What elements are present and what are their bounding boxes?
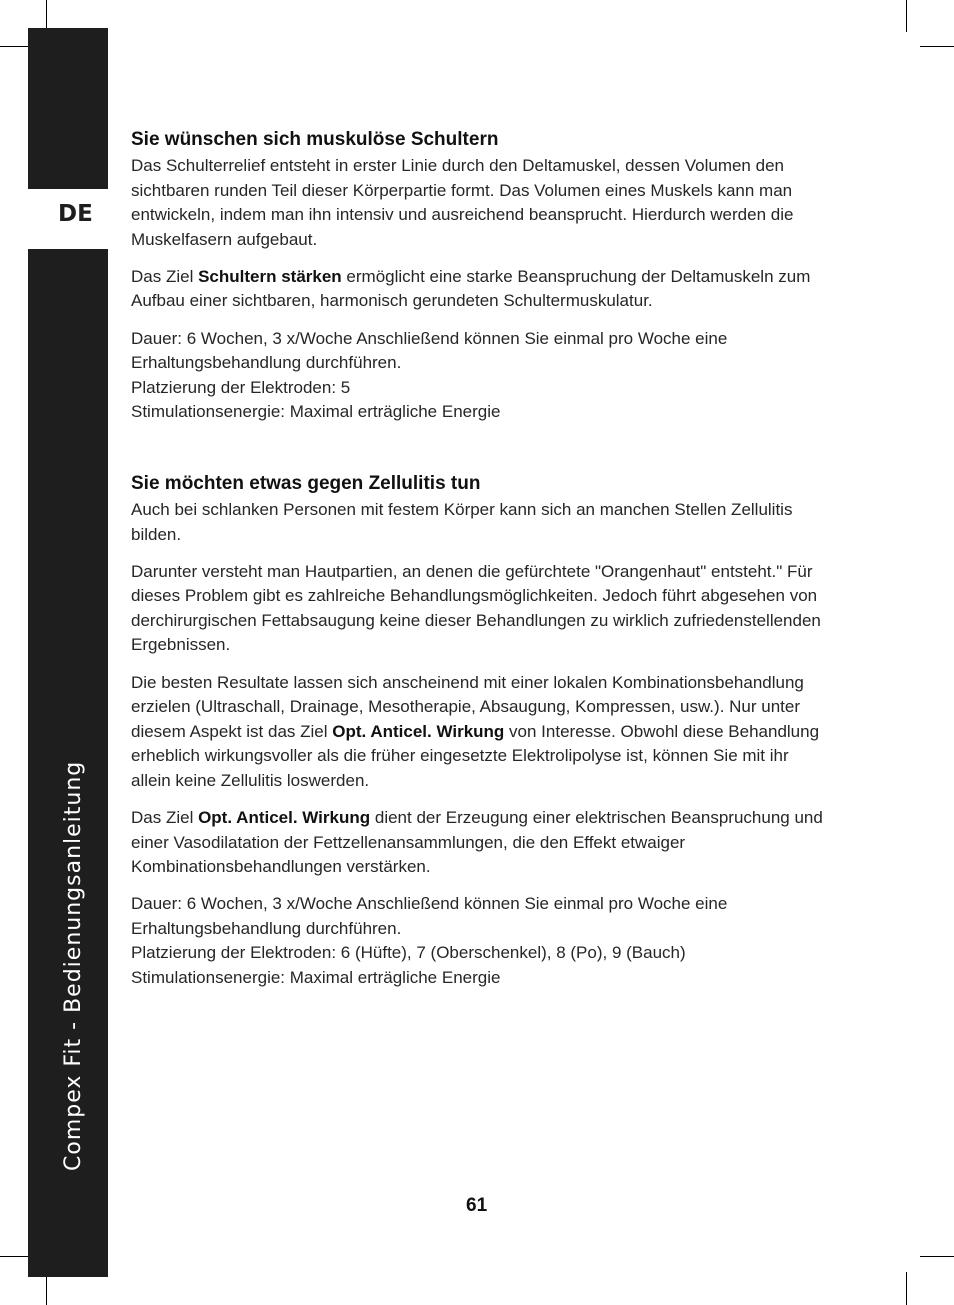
paragraph bbox=[131, 265, 831, 314]
page-number: 61 bbox=[466, 1195, 488, 1216]
program-name: Schultern stärken bbox=[198, 266, 342, 286]
electrodes-line: Platzierung der Elektroden: 6 (Hüfte), 7 (Oberschenkel), 8 (Po), 9 (Bauch) bbox=[131, 943, 686, 963]
paragraph bbox=[131, 671, 831, 794]
duration-line: Dauer: 6 Wochen, 3 x/Woche Anschließend können Sie einmal pro Woche eine Erhaltungsbehandlung durchführen. bbox=[131, 328, 728, 373]
paragraph: Darunter versteht man Hautpartien, an denen die gefürchtete "Orangenhaut" entsteht." Für dieses Problem gibt es zahlreiche Behandlungsmöglichkeiten. Jedoch führt abgesehen von derchirurgischen Fettabsaugung keine dieser Behandlungen zu wirklich zufriedenstellenden Ergebnissen. bbox=[131, 561, 821, 655]
manual-vertical-title: Compex Fit - Bedienungsanleitung bbox=[61, 760, 86, 1171]
section-shoulders bbox=[131, 128, 831, 425]
paragraph: Das Schulterrelief entsteht in erster Linie durch den Deltamuskel, dessen Volumen den sichtbaren runden Teil dieser Körperpartie formt. Das Volumen eines Muskels kann man entwickeln, indem man ihn intensiv und ausreichend beansprucht. Hierdurch werden die Muskelfasern aufgebaut. bbox=[131, 156, 794, 249]
section-heading: Sie wünschen sich muskulöse Schultern bbox=[131, 129, 499, 150]
text: Das Ziel bbox=[131, 266, 199, 286]
crop-mark bbox=[0, 46, 30, 47]
treatment-details bbox=[131, 892, 831, 990]
page-content bbox=[131, 128, 831, 991]
text: dient der Erzeugung einer elektrischen Beanspruchung und einer Vasodilatation der Fettzellenansammlungen, die den Effekt etwaiger Kombinationsbehandlungen verstärken. bbox=[131, 807, 823, 877]
crop-mark bbox=[920, 46, 954, 47]
paragraph bbox=[131, 806, 831, 880]
sidebar-bottom-block bbox=[28, 249, 108, 1277]
energy-line: Stimulationsenergie: Maximal erträgliche Energie bbox=[131, 402, 501, 422]
section-heading: Sie möchten etwas gegen Zellulitis tun bbox=[131, 472, 481, 494]
text: Das Ziel bbox=[131, 807, 199, 827]
section-cellulite bbox=[131, 472, 831, 991]
electrodes-line: Platzierung der Elektroden: 5 bbox=[131, 377, 351, 397]
program-name: Opt. Anticel. Wirkung bbox=[332, 721, 505, 741]
program-name: Opt. Anticel. Wirkung bbox=[198, 807, 371, 827]
crop-mark bbox=[906, 0, 907, 32]
treatment-details bbox=[131, 327, 831, 425]
duration-line: Dauer: 6 Wochen, 3 x/Woche Anschließend können Sie einmal pro Woche eine Erhaltungsbehandlung durchführen. bbox=[131, 894, 728, 938]
language-tab bbox=[28, 189, 108, 249]
energy-line: Stimulationsenergie: Maximal erträgliche Energie bbox=[131, 968, 501, 988]
text: von Interesse. Obwohl diese Behandlung erheblich wirkungsvoller als die früher eingesetzte Elektrolipolyse ist, können Sie mit ihr allein keine Zellulitis loswerden. bbox=[131, 721, 820, 790]
paragraph: Auch bei schlanken Personen mit festem Körper kann sich an manchen Stellen Zellulitis bilden. bbox=[131, 499, 793, 544]
text: Die besten Resultate lassen sich anscheinend mit einer lokalen Kombinationsbehandlung erzielen (Ultraschall, Drainage, Mesotherapie, Absaugung, Kompressen, usw.). Nur unter diesem Aspekt ist das Ziel bbox=[131, 672, 804, 741]
text: ermöglicht eine starke Beanspruchung der Deltamuskeln zum Aufbau einer sichtbaren, harmonisch gerundeten Schultermuskulatur. bbox=[131, 266, 811, 311]
sidebar-top-block bbox=[28, 28, 108, 189]
crop-mark bbox=[906, 1272, 907, 1305]
crop-mark bbox=[920, 1256, 954, 1257]
language-tab-label: DE bbox=[58, 201, 93, 227]
